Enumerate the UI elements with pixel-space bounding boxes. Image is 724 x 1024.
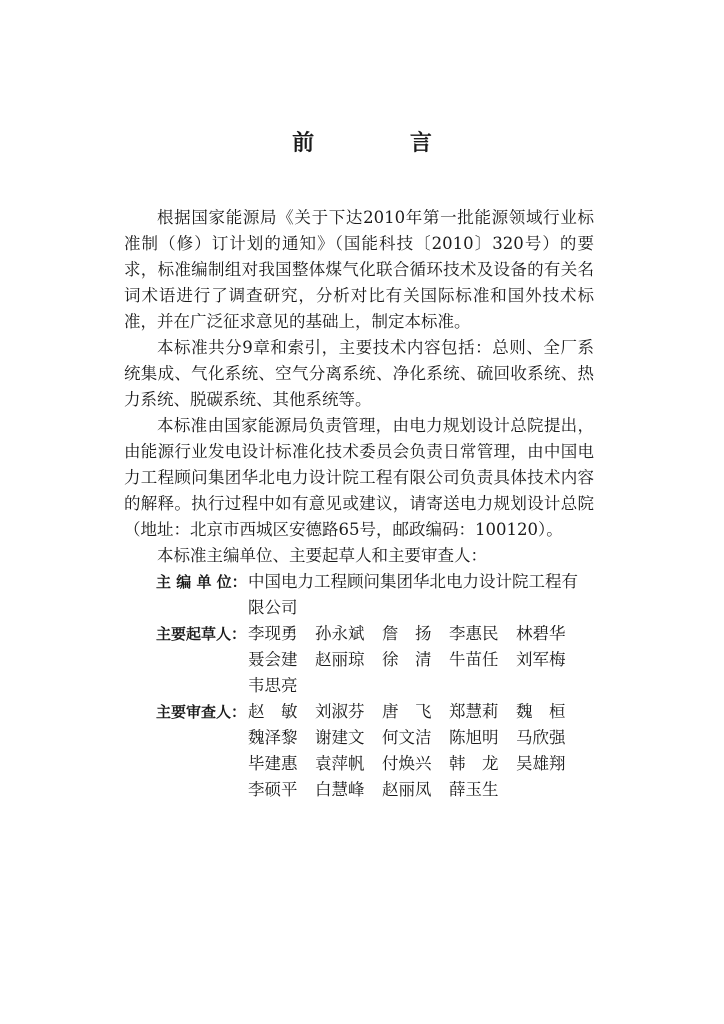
drafter-name: 李惠民 <box>449 624 499 643</box>
drafter-name: 韦思亮 <box>248 676 298 695</box>
reviewer-name: 魏泽黎 <box>248 728 298 747</box>
reviewer-name: 薛玉生 <box>449 780 499 799</box>
reviewer-name: 李硕平 <box>248 780 298 799</box>
paragraph-credits-intro: 本标准主编单位、主要起草人和主要审查人： <box>157 546 487 565</box>
reviewer-name: 韩 龙 <box>449 754 499 773</box>
reviewer-name: 白慧峰 <box>315 780 365 799</box>
reviewer-name: 魏 桓 <box>516 702 566 721</box>
chief-unit-label: 主 编 单 位： <box>156 573 247 591</box>
reviewer-name: 付焕兴 <box>382 754 432 773</box>
drafter-name: 孙永斌 <box>315 624 365 643</box>
paragraph-basis: 根据国家能源局《关于下达2010年第一批能源领域行业标准制（修）订计划的通知》（国能科技〔2010〕320号）的要求，标准编制组对我国整体煤气化联合循环技术及设备的有关名词术语进行了调查研究，分析对比有关国际标准和国外技术标准，并在广泛征求意见的基础上，制定本标准。 <box>124 208 594 331</box>
paragraph-management: 本标准由国家能源局负责管理，由电力规划设计总院提出，由能源行业发电设计标准化技术委员会负责日常管理，由中国电力工程顾问集团华北电力设计院工程有限公司负责具体技术内容的解释。执行过程中如有意见或建议，请寄送电力规划设计总院（地址：北京市西城区安德路65号，邮政编码：100120）。 <box>124 416 594 539</box>
reviewer-name: 袁萍帆 <box>315 754 365 773</box>
reviewer-name: 刘淑芬 <box>315 702 365 721</box>
reviewers-row <box>124 699 594 803</box>
reviewer-name: 谢建文 <box>315 728 365 747</box>
page-title: 前 言 <box>292 131 476 156</box>
reviewer-name: 何文洁 <box>382 728 432 747</box>
reviewer-name: 赵 敏 <box>248 702 298 721</box>
paragraph-contents: 本标准共分9章和索引，主要技术内容包括：总则、全厂系统集成、气化系统、空气分离系统、净化系统、硫回收系统、热力系统、脱碳系统、其他系统等。 <box>124 338 594 409</box>
drafter-name: 赵丽琼 <box>315 650 365 669</box>
chief-unit-row <box>124 569 594 621</box>
drafters-label: 主要起草人： <box>156 625 247 643</box>
drafters-row <box>124 621 594 699</box>
drafter-name: 李现勇 <box>248 624 298 643</box>
drafters-list <box>248 621 594 699</box>
reviewer-name: 唐 飞 <box>382 702 432 721</box>
drafter-name: 牛苗任 <box>449 650 499 669</box>
reviewer-name: 赵丽凤 <box>382 780 432 799</box>
reviewer-name: 郑慧莉 <box>449 702 499 721</box>
drafter-name: 聂会建 <box>248 650 298 669</box>
drafter-name: 徐 清 <box>382 650 432 669</box>
drafter-name: 詹 扬 <box>382 624 432 643</box>
drafter-name: 林碧华 <box>516 624 566 643</box>
credits-section <box>124 569 594 803</box>
reviewers-label: 主要审查人： <box>156 703 247 721</box>
reviewer-name: 毕建惠 <box>248 754 298 773</box>
drafter-name: 刘军梅 <box>516 650 566 669</box>
reviewers-list <box>248 699 594 803</box>
reviewer-name: 吴雄翔 <box>516 754 566 773</box>
preface-body <box>124 205 594 803</box>
chief-unit-value: 中国电力工程顾问集团华北电力设计院工程有限公司 <box>248 572 578 617</box>
reviewer-name: 马欣强 <box>516 728 566 747</box>
reviewer-name: 陈旭明 <box>449 728 499 747</box>
